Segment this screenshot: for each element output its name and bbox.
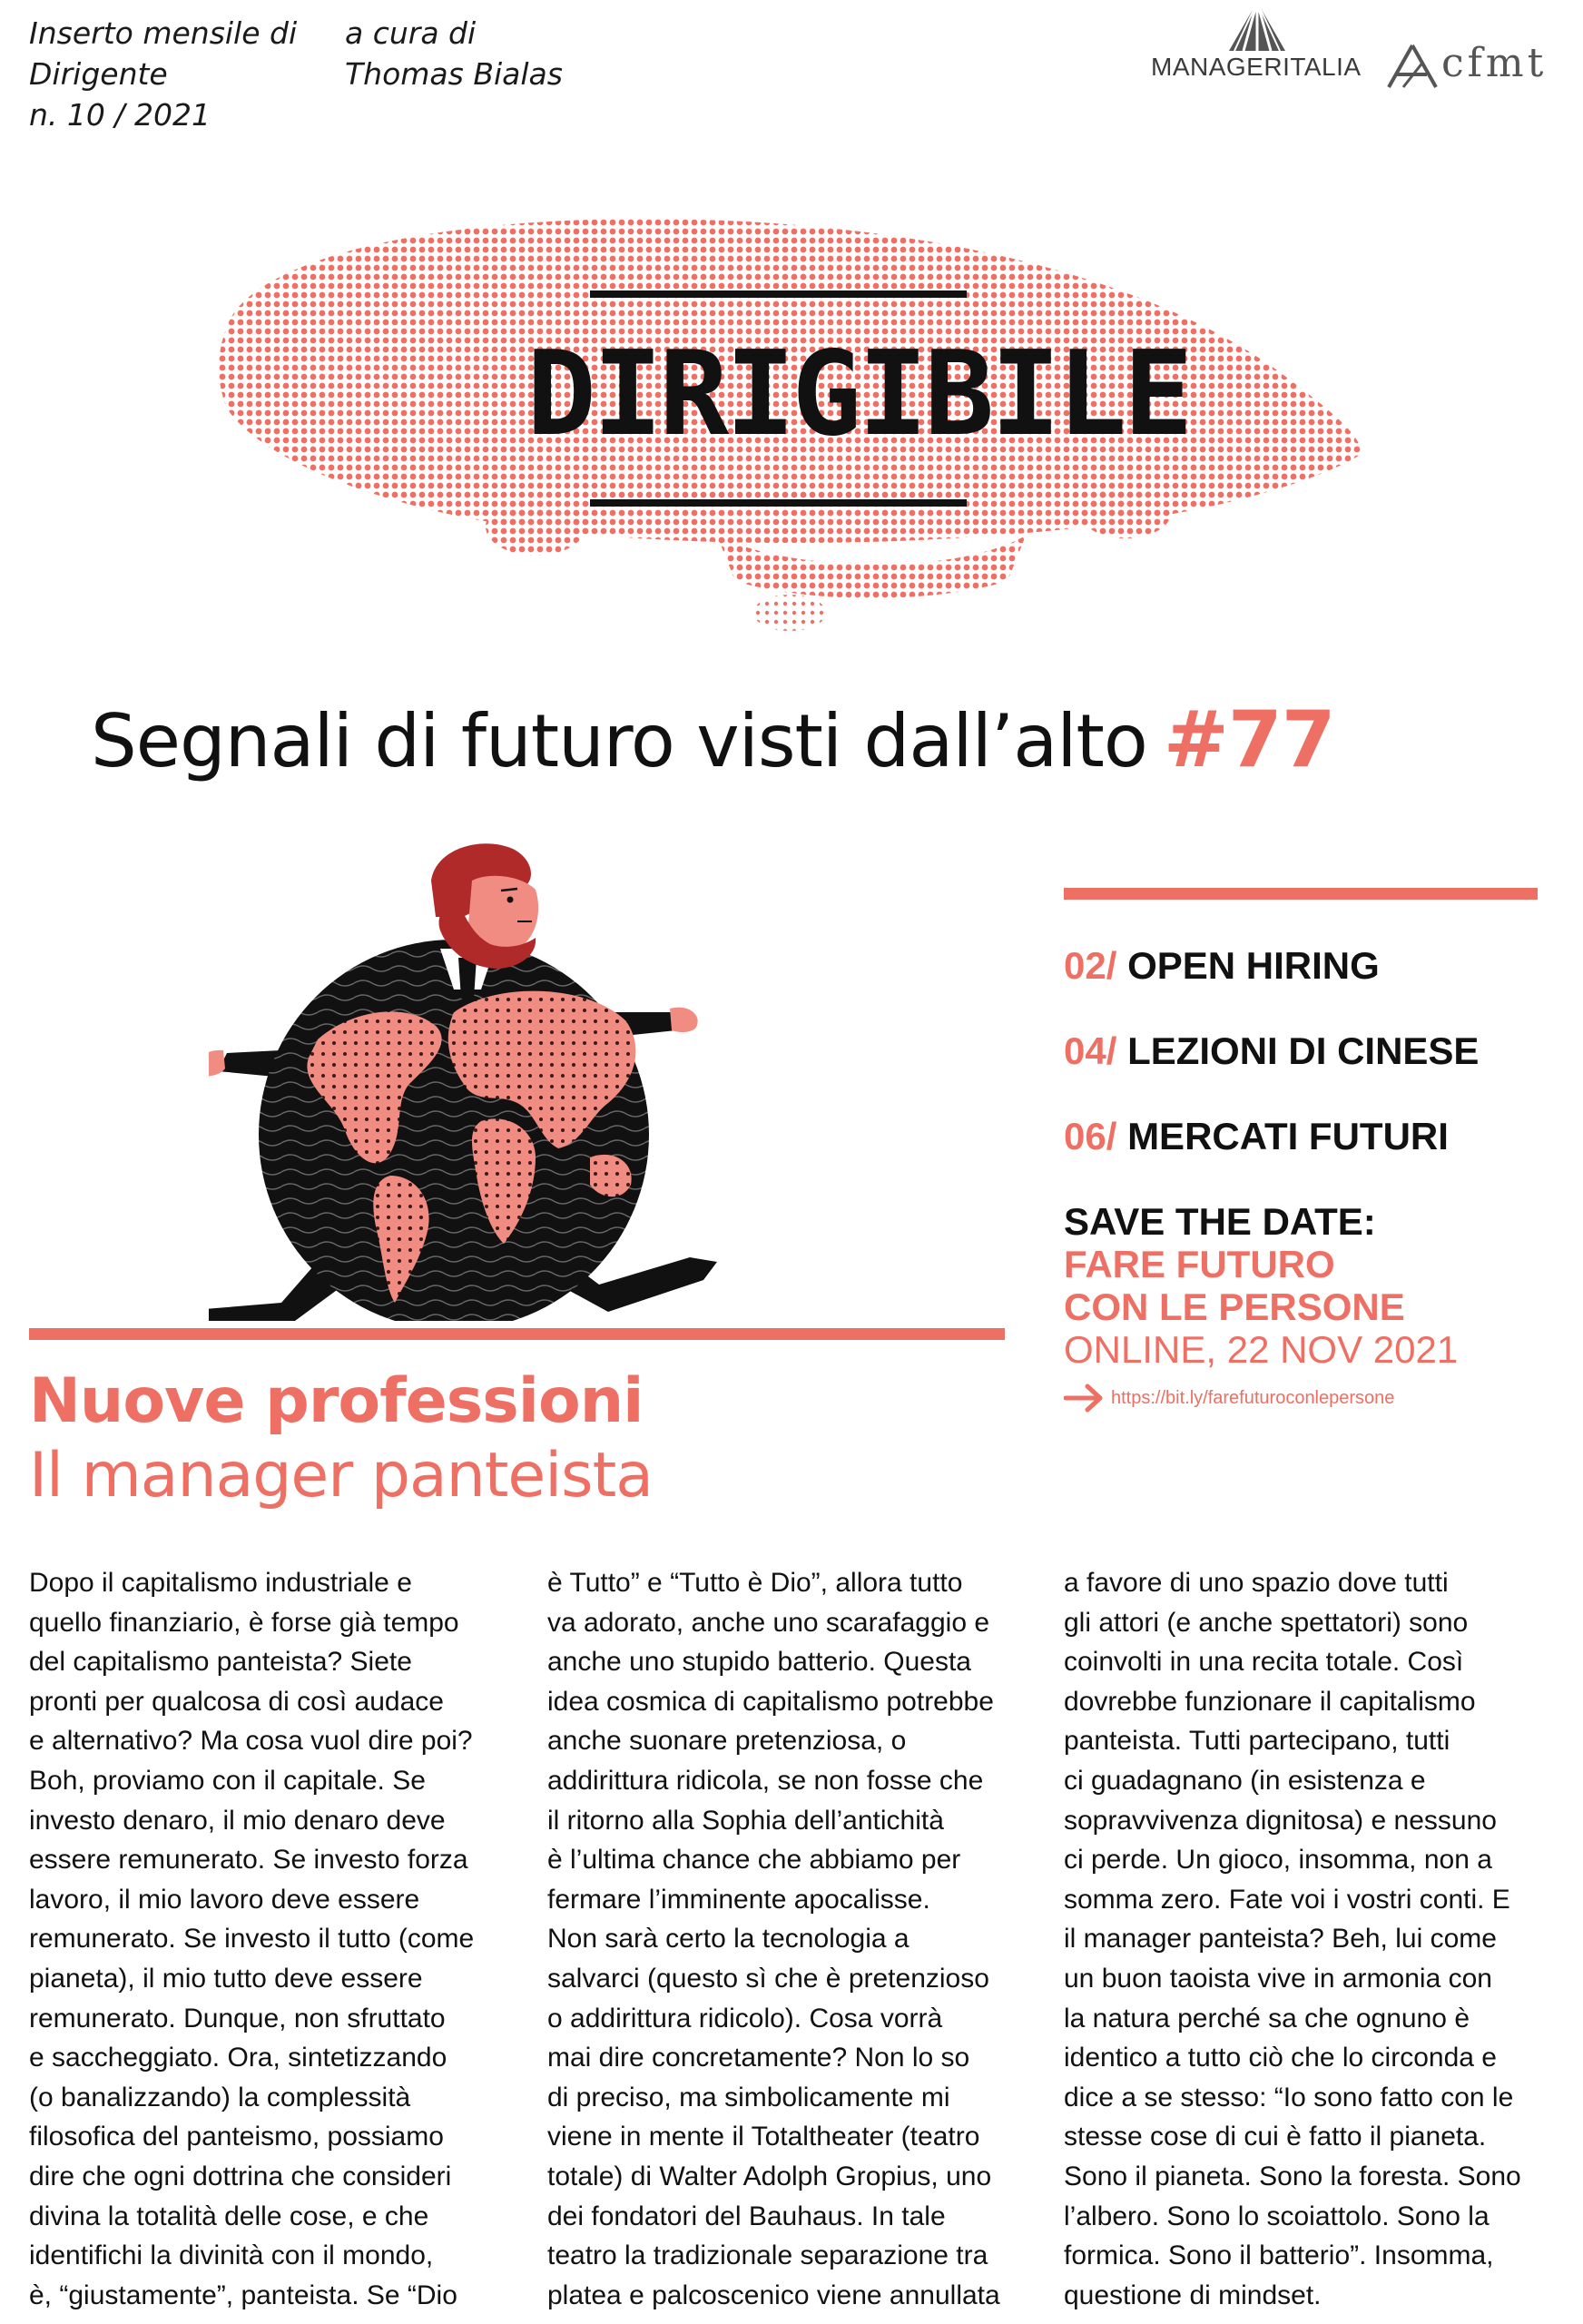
article-line: ci guadagnano (in esistenza e [1064,1765,1426,1796]
article-line: remunerato. Dunque, non sfruttato [29,2003,446,2034]
article-line: Boh, proviamo con il capitale. Se [29,1765,426,1796]
article-line: stesse cose di cui è fatto il pianeta. [1064,2122,1487,2152]
article-line: coinvolti in una recita totale. Così [1064,1647,1464,1678]
masthead-title: DIRIGIBILE [526,327,1190,462]
article-line: dovrebbe funzionare il capitalismo [1064,1686,1476,1717]
article-line: di preciso, ma simbolicamente mi [547,2082,950,2112]
arrow-right-icon [1064,1383,1104,1413]
article-line: e alternativo? Ma cosa vuol dire poi? [29,1726,473,1757]
article-line: (o banalizzando) la complessità [29,2082,411,2112]
article-line: idea cosmica di capitalismo potrebbe [547,1686,994,1717]
toc-number: 06/ [1064,1115,1117,1157]
article-kicker: Nuove professioni [29,1365,644,1437]
article-column-3 [1064,1563,1554,2315]
article-line: dire che ogni dottrina che consideri [29,2161,452,2191]
article-line: divina la totalità delle cose, e che [29,2201,429,2231]
toc-rule [1064,888,1538,900]
article-title: Il manager panteista [29,1440,653,1512]
article-line: anche uno stupido batterio. Questa [547,1647,971,1678]
article-line: addirittura ridicola, se non fosse che [547,1765,984,1796]
issue-info [29,13,297,135]
article-line: dei fondatori del Bauhaus. In tale [547,2201,946,2231]
article-line: lavoro, il mio lavoro deve essere [29,1884,420,1915]
manageritalia-wordmark: MANAGERITALIA [1151,53,1362,81]
manageritalia-logo-icon [1225,0,1289,53]
article-line: il ritorno alla Sophia dell’antichità [547,1805,944,1836]
article-line: investo denaro, il mio denaro deve [29,1805,446,1836]
event-details: ONLINE, 22 NOV 2021 [1064,1328,1459,1371]
issue-line: n. 10 / 2021 [29,97,211,133]
toc-item[interactable] [1064,944,1554,988]
article-line: del capitalismo panteista? Siete [29,1647,412,1678]
issue-line: Dirigente [29,56,168,92]
article-line: viene in mente il Totaltheater (teatro [547,2122,980,2152]
event-title-line: CON LE PERSONE [1064,1285,1405,1328]
save-the-date-heading: SAVE THE DATE: [1064,1200,1376,1243]
article-line: pianeta), il mio tutto deve essere [29,1963,423,1994]
issue-number: #77 [1163,694,1335,785]
article-line: Non sarà certo la tecnologia a [547,1924,909,1955]
article-line: o addirittura ridicolo). Cosa vorrà [547,2003,943,2034]
manager-illustration [209,831,799,1321]
tagline [91,694,1335,787]
toc-label: OPEN HIRING [1127,944,1380,987]
article-line: platea e palcoscenico viene annullata [547,2280,1000,2310]
article-rule [29,1328,1005,1340]
manager-globe-running-icon [209,831,799,1321]
toc-number: 02/ [1064,944,1117,987]
article-line: Dopo il capitalismo industriale e [29,1568,412,1598]
table-of-contents [1064,944,1554,1416]
article-line: identifichi la divinità con il mondo, [29,2240,434,2271]
cfmt-wordmark: cfmt [1441,40,1548,86]
article-line: identico a tutto ciò che lo circonda e [1064,2043,1497,2073]
event-url[interactable]: https://bit.ly/farefuturoconlepersone [1111,1387,1395,1408]
event-title-line: FARE FUTURO [1064,1243,1335,1285]
curator-line: Thomas Bialas [345,56,563,92]
article-line: anche suonare pretenziosa, o [547,1726,907,1757]
article-line: dice a se stesso: “Io sono fatto con le [1064,2082,1514,2112]
article-line: essere remunerato. Se investo forza [29,1845,468,1876]
article-line: formica. Sono il batterio”. Insomma, [1064,2240,1494,2271]
cfmt-logo[interactable] [1387,40,1550,94]
event-link[interactable] [1064,1380,1554,1416]
toc-label: LEZIONI DI CINESE [1127,1029,1480,1072]
article-line: a favore di uno spazio dove tutti [1064,1568,1449,1598]
manageritalia-logo[interactable] [1151,0,1362,87]
article-line: quello finanziario, è forse già tempo [29,1607,459,1638]
article-line: panteista. Tutti partecipano, tutti [1064,1726,1450,1757]
article-line: e saccheggiato. Ora, sintetizzando [29,2043,447,2073]
article-line: va adorato, anche uno scarafaggio e [547,1607,990,1638]
article-line: ci perde. Un gioco, insomma, non a [1064,1845,1492,1876]
curator-info [345,13,563,94]
article-line: sopravvivenza dignitosa) e nessuno [1064,1805,1497,1836]
toc-item[interactable] [1064,1115,1554,1158]
issue-line: Inserto mensile di [29,15,298,51]
article-line: Sono il pianeta. Sono la foresta. Sono [1064,2161,1521,2191]
article-line: salvarci (questo sì che è pretenzioso [547,1963,989,1994]
toc-label: MERCATI FUTURI [1127,1115,1449,1157]
article-line: mai dire concretamente? Non lo so [547,2043,970,2073]
save-the-date [1064,1200,1554,1416]
cfmt-logo-icon [1387,44,1441,89]
article-line: remunerato. Se investo il tutto (come [29,1924,475,1955]
article-line: fermare l’imminente apocalisse. [547,1884,930,1915]
article-line: è l’ultima chance che abbiamo per [547,1845,961,1876]
article-line: un buon taoista vive in armonia con [1064,1963,1492,1994]
article-line: somma zero. Fate voi i vostri conti. E [1064,1884,1510,1915]
masthead-rule-top [590,290,967,298]
curator-line: a cura di [345,15,477,51]
article-line: il manager panteista? Beh, lui come [1064,1924,1497,1955]
tagline-text: Segnali di futuro visti dall’alto [91,699,1147,783]
article-line: è, “giustamente”, panteista. Se “Dio [29,2280,457,2310]
article-column-2 [547,1563,1037,2315]
article-line: gli attori (e anche spettatori) sono [1064,1607,1469,1638]
article-line: pronti per qualcosa di così audace [29,1686,444,1717]
article-line: teatro la tradizionale separazione tra [547,2240,988,2271]
article-column-1 [29,1563,519,2315]
toc-item[interactable] [1064,1029,1554,1073]
masthead-rule-bottom [590,499,967,507]
article-line: filosofica del panteismo, possiamo [29,2122,444,2152]
article-line: è Tutto” e “Tutto è Dio”, allora tutto [547,1568,963,1598]
toc-number: 04/ [1064,1029,1117,1072]
article-line: questione di mindset. [1064,2280,1322,2310]
article-line: l’albero. Sono lo scoiattolo. Sono la [1064,2201,1490,2231]
article-line: la natura perché sa che ognuno è [1064,2003,1470,2034]
article-line: totale) di Walter Adolph Gropius, uno [547,2161,992,2191]
